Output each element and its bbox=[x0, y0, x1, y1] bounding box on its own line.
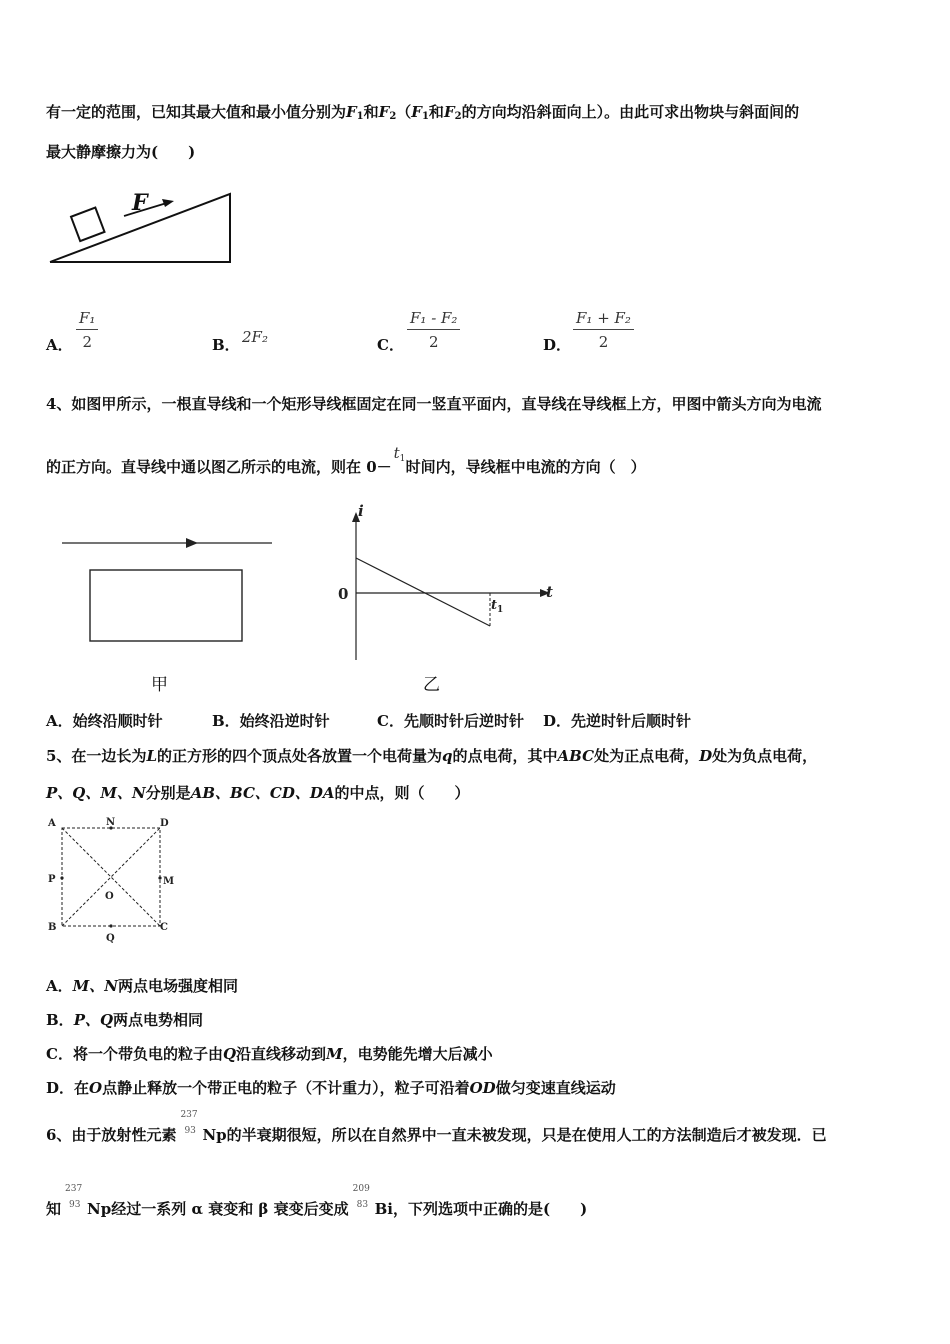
q6-text: 知 bbox=[46, 1200, 62, 1218]
q5-text: 5、在一边长为 bbox=[46, 747, 147, 765]
force-arrow-head bbox=[162, 199, 174, 207]
origin-label: 0 bbox=[338, 585, 349, 603]
q3-text: 有一定的范围，已知其最大值和最小值分别为 bbox=[46, 103, 347, 121]
q4-text: 的正方向。直导线中通以图乙所示的电流，则在 0－ bbox=[46, 458, 392, 476]
i-axis-label: i bbox=[358, 502, 364, 520]
var-M: M bbox=[326, 1045, 343, 1063]
current-line bbox=[356, 558, 490, 626]
t1-var: t bbox=[491, 598, 498, 613]
option-text: 两点电场强度相同 bbox=[117, 977, 238, 995]
q6-text: 经过一系列 α 衰变和 β 衰变后变成 bbox=[111, 1200, 349, 1218]
q6-stem-line2 bbox=[46, 1184, 588, 1219]
option-text: ，电势能先增大后减小 bbox=[342, 1045, 493, 1063]
force-label: F bbox=[132, 190, 148, 216]
nuclide-np bbox=[176, 1110, 202, 1140]
t1-sub: 1 bbox=[497, 605, 504, 615]
q5-option-d bbox=[46, 1077, 616, 1098]
q6-text: 的半衰期很短，所以在自然界中一直未被发现，只是在使用人工的方法制造后才被发现．已 bbox=[226, 1126, 827, 1144]
element-symbol: Np bbox=[202, 1126, 227, 1144]
atomic-number: 83 bbox=[356, 1200, 369, 1210]
atomic-number: 93 bbox=[69, 1200, 81, 1210]
label-yi: 乙 bbox=[423, 675, 440, 695]
q3-option-a-fraction bbox=[76, 309, 98, 351]
q5-option-b bbox=[46, 1009, 203, 1030]
var-D: D bbox=[699, 747, 713, 765]
q4-text: 时间内，导线框中电流的方向（ ） bbox=[405, 458, 646, 476]
wire-arrow bbox=[186, 538, 198, 548]
element-symbol: Np bbox=[87, 1200, 112, 1218]
q5-text: 处为正点电荷， bbox=[594, 747, 700, 765]
sub: 2 bbox=[389, 111, 397, 122]
figure-yi bbox=[330, 498, 560, 668]
q5-text: 处为负点电荷， bbox=[712, 747, 818, 765]
q3-text: 的方向均沿斜面向上）。由此可求出物块与斜面间的 bbox=[461, 103, 800, 121]
denominator: 2 bbox=[82, 333, 92, 351]
vertex-c: C bbox=[160, 922, 168, 933]
q6-text: ，下列选项中正确的是( ) bbox=[393, 1200, 588, 1218]
center-o: O bbox=[105, 891, 114, 902]
option-label: B． bbox=[46, 1011, 74, 1029]
atomic-number: 93 bbox=[184, 1126, 196, 1136]
q6-text: 6、由于放射性元素 bbox=[46, 1126, 177, 1144]
q4-option-c: C．先顺时针后逆时针 bbox=[377, 712, 524, 730]
square-charges-figure bbox=[44, 814, 184, 948]
var-Q: Q bbox=[222, 1045, 237, 1063]
q3-text: 和 bbox=[428, 103, 444, 121]
var-points: P、Q bbox=[73, 1011, 114, 1029]
option-text: 两点电势相同 bbox=[113, 1011, 204, 1029]
element-symbol: Bi bbox=[374, 1200, 394, 1218]
var-O: O bbox=[89, 1079, 103, 1097]
q4-option-d: D．先逆时针后顺时针 bbox=[543, 712, 692, 730]
q5-option-a bbox=[46, 975, 238, 996]
t-axis-label: t bbox=[546, 583, 553, 601]
var-OD: OD bbox=[469, 1079, 496, 1097]
var-points: M、N bbox=[72, 977, 118, 995]
option-text: 点静止释放一个带正电的粒子（不计重力），粒子可沿着 bbox=[102, 1079, 470, 1097]
t-sub: 1 bbox=[399, 454, 406, 464]
option-text: D．在 bbox=[46, 1079, 90, 1097]
midpoint-p: P bbox=[48, 874, 56, 885]
option-text: C．将一个带负电的粒子由 bbox=[46, 1045, 223, 1063]
var-F2: F bbox=[443, 103, 455, 121]
mass-number: 209 bbox=[352, 1184, 370, 1194]
option-text: 做匀变速直线运动 bbox=[495, 1079, 616, 1097]
q3-option-c-label: C． bbox=[377, 336, 404, 354]
q4-stem-line2 bbox=[46, 444, 646, 477]
q5-text: 的点电荷，其中 bbox=[452, 747, 558, 765]
var-points: P、Q、M、N bbox=[46, 784, 146, 802]
vertex-d: D bbox=[160, 818, 169, 829]
label-jia: 甲 bbox=[151, 675, 168, 695]
q5-text: 分别是 bbox=[145, 784, 191, 802]
sub: 1 bbox=[421, 111, 429, 122]
q4-option-a: A．始终沿顺时针 bbox=[46, 712, 163, 730]
incline-figure bbox=[44, 186, 244, 270]
q4-option-b: B．始终沿逆时针 bbox=[212, 712, 330, 730]
q3-option-a-label: A． bbox=[46, 336, 73, 354]
option-text: 沿直线移动到 bbox=[236, 1045, 327, 1063]
var-L: L bbox=[146, 747, 157, 765]
t-var: t bbox=[393, 444, 400, 462]
numerator: F₁ - F₂ bbox=[407, 309, 460, 330]
q3-stem-line1 bbox=[46, 101, 799, 122]
var-F1: F bbox=[346, 103, 357, 121]
option-label: A． bbox=[46, 977, 73, 995]
figure-jia bbox=[58, 528, 278, 648]
q3-option-c-fraction bbox=[407, 309, 460, 351]
q5-stem-line1 bbox=[46, 745, 817, 766]
var-ABC: ABC bbox=[557, 747, 595, 765]
numerator: F₁ + F₂ bbox=[573, 309, 634, 330]
q6-stem-line1 bbox=[46, 1110, 827, 1145]
denominator: 2 bbox=[428, 333, 439, 351]
q5-text: 的正方形的四个顶点处各放置一个电荷量为 bbox=[157, 747, 443, 765]
mass-number: 237 bbox=[180, 1110, 198, 1120]
q3-option-b-label: B． bbox=[212, 336, 240, 354]
wire-frame bbox=[90, 570, 242, 641]
q5-stem-line2 bbox=[46, 782, 470, 803]
numerator: F₁ bbox=[76, 309, 98, 330]
nuclide-bi bbox=[349, 1184, 375, 1214]
q3-option-b-value: 2F₂ bbox=[242, 328, 268, 346]
denominator: 2 bbox=[598, 333, 609, 351]
q5-option-c bbox=[46, 1043, 493, 1064]
nuclide-np bbox=[61, 1184, 87, 1214]
q3-text: 和 bbox=[363, 103, 379, 121]
t1-symbol bbox=[392, 444, 406, 472]
midpoint-m: M bbox=[163, 876, 175, 887]
block bbox=[71, 208, 105, 242]
var-segments: AB、BC、CD、DA bbox=[190, 784, 335, 802]
q4-stem-line1: 4、如图甲所示，一根直导线和一个矩形导线框固定在同一竖直平面内，直导线在导线框上方，甲图中箭头方向为电流 bbox=[46, 395, 822, 413]
midpoint-q: Q bbox=[106, 933, 115, 944]
q5-text: 的中点，则（ ） bbox=[334, 784, 470, 802]
sub: 2 bbox=[454, 111, 462, 122]
mass-number: 237 bbox=[65, 1184, 83, 1194]
midpoint-n: N bbox=[106, 817, 116, 828]
t1-label bbox=[491, 598, 503, 615]
q3-text: （ bbox=[396, 103, 412, 121]
sub: 1 bbox=[356, 111, 364, 122]
var-F1: F bbox=[411, 103, 422, 121]
var-q: q bbox=[442, 747, 453, 765]
q3-option-d-label: D． bbox=[543, 336, 572, 354]
var-F2: F bbox=[378, 103, 390, 121]
q3-stem-line2: 最大静摩擦力为( ) bbox=[46, 143, 196, 161]
vertex-a: A bbox=[48, 818, 56, 829]
vertex-b: B bbox=[48, 922, 57, 933]
q3-option-d-fraction bbox=[573, 309, 634, 351]
